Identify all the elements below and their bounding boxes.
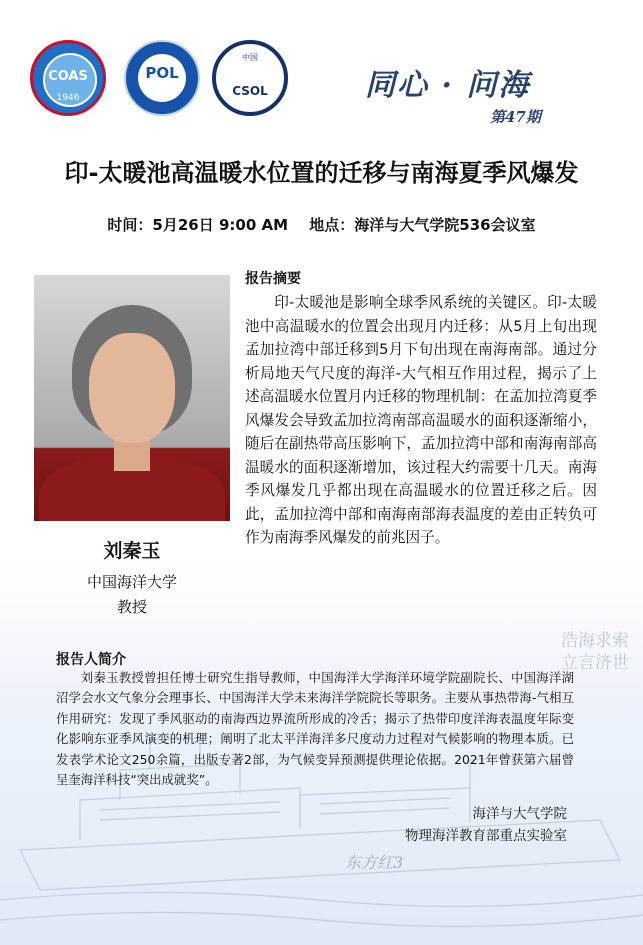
organizer-school: 海洋与大气学院 <box>472 806 567 822</box>
ship-name: 东方红3 <box>345 853 404 872</box>
issue-number: 第47期 <box>490 108 541 126</box>
abstract-text: 印-太暖池是影响全球季风系统的关键区。印-太暖池中高温暖水的位置会出现月内迁移：从5月上旬出现孟加拉湾中部迁移到5月下旬出现在南海南部。通过分析局地天气尺度的海洋-大气相互作用过程，揭示了上述高温暖水位置月内迁移的物理机制：在孟加拉湾夏季风爆发会导致孟加拉湾南部高温暖水的面积逐渐缩小，随后在副热带高压影响下，孟加拉湾中部和南海南部高温暖水的面积逐渐增加，该过程大约需要十几天。南海季风爆发几乎都出现在高温暖水的位置迁移之后。因此，孟加拉湾中部和南海南部海表温度的差由正转负可作为南海季风爆发的前兆因子。 <box>245 294 597 546</box>
speaker-name: 刘秦玉 <box>103 540 161 562</box>
pol-logo-text: POL <box>145 64 179 82</box>
speaker-rank: 教授 <box>116 598 147 616</box>
speaker-photo <box>34 275 230 521</box>
series-title: 同心 · 问海 <box>365 68 531 103</box>
talk-meta <box>0 214 643 235</box>
talk-time: 时间：5月26日 9:00 AM <box>107 216 289 234</box>
calligraphy-motto: 浩海求索 立言济世 <box>561 631 629 673</box>
speaker-affiliation: 中国海洋大学 <box>86 573 177 591</box>
csol-logo <box>212 40 288 116</box>
coas-logo-year: 1946 <box>56 93 80 103</box>
pol-logo <box>124 40 200 116</box>
abstract-heading: 报告摘要 <box>245 271 301 287</box>
bio-heading: 报告人简介 <box>56 652 126 668</box>
logo-group <box>30 40 268 120</box>
coas-logo <box>30 40 106 116</box>
csol-logo-top: 中国 <box>242 53 258 62</box>
bio-text: 刘秦玉教授曾担任博士研究生指导教师，中国海洋大学海洋环境学院副院长、中国海洋湖沼学会水文气象分会理事长、中国海洋大学未来海洋学院院长等职务。主要从事热带海-气相互作用研究：发现了季风驱动的南海西边界流所形成的冷舌；揭示了热带印度洋海表温度年际变化影响东亚季风演变的机理；阐明了北太平洋海洋多尺度动力过程对气候影响的物理本质。已发表学术论文250余篇，出版专著2部，为气候变异预测提供理论依据。2021年曾获第六届曾呈奎海洋科技“突出成就奖”。 <box>56 670 574 788</box>
organizer-lab: 物理海洋教育部重点实验室 <box>405 828 567 844</box>
csol-logo-text: CSOL <box>232 84 268 98</box>
talk-title: 印-太暖池高温暖水位置的迁移与南海夏季风爆发 <box>64 159 579 187</box>
coas-logo-text: COAS <box>48 69 88 84</box>
talk-place: 地点：海洋与大气学院536会议室 <box>309 216 536 234</box>
